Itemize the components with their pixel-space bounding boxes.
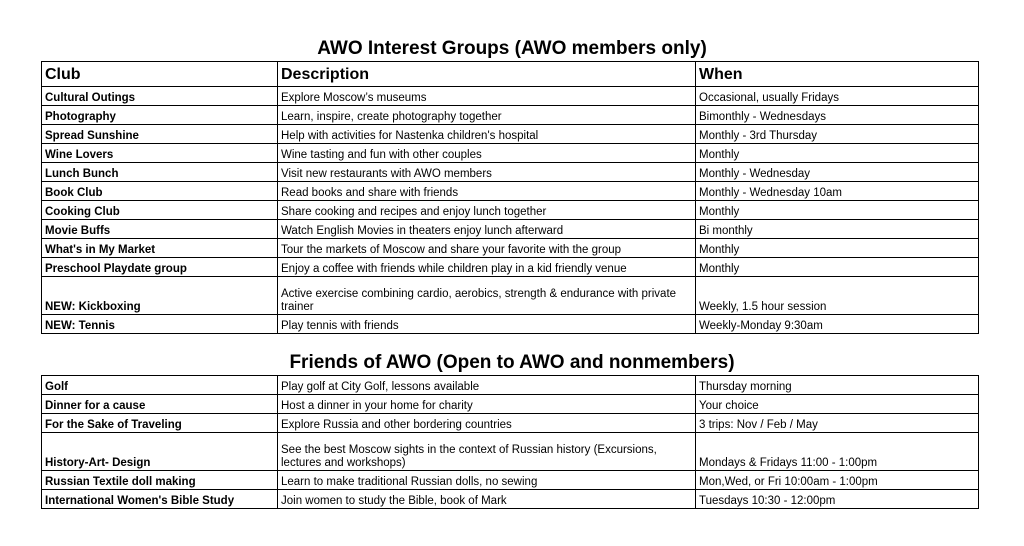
column-header-when: When: [696, 62, 979, 87]
description-cell: See the best Moscow sights in the context of Russian history (Excursions, lectures and workshops): [278, 433, 696, 471]
when-cell: Monthly - Wednesday: [696, 163, 979, 182]
friends-of-awo-table: [41, 375, 979, 509]
table-row: [42, 471, 979, 490]
section-title-interest-groups: AWO Interest Groups (AWO members only): [317, 38, 707, 59]
club-cell: Lunch Bunch: [42, 163, 278, 182]
club-cell: Cooking Club: [42, 201, 278, 220]
column-header-club: Club: [42, 62, 278, 87]
club-cell: Book Club: [42, 182, 278, 201]
table-row: [42, 395, 979, 414]
description-cell: Host a dinner in your home for charity: [278, 395, 696, 414]
description-cell: Share cooking and recipes and enjoy lunch together: [278, 201, 696, 220]
table-row: [42, 239, 979, 258]
description-cell: Tour the markets of Moscow and share your favorite with the group: [278, 239, 696, 258]
description-cell: Wine tasting and fun with other couples: [278, 144, 696, 163]
table-row: [42, 125, 979, 144]
interest-groups-table: [41, 61, 979, 334]
club-cell: For the Sake of Traveling: [42, 414, 278, 433]
table-row: [42, 277, 979, 315]
club-cell: Cultural Outings: [42, 87, 278, 106]
when-cell: Monthly: [696, 258, 979, 277]
table-row: [42, 106, 979, 125]
description-cell: Play tennis with friends: [278, 315, 696, 334]
when-cell: Tuesdays 10:30 - 12:00pm: [696, 490, 979, 509]
table-row: [42, 163, 979, 182]
table-row: [42, 87, 979, 106]
club-cell: Russian Textile doll making: [42, 471, 278, 490]
description-cell: Learn, inspire, create photography together: [278, 106, 696, 125]
description-cell: Explore Moscow’s museums: [278, 87, 696, 106]
description-cell: Read books and share with friends: [278, 182, 696, 201]
section-title-friends-of-awo: Friends of AWO (Open to AWO and nonmembers): [289, 352, 735, 373]
table-row: [42, 315, 979, 334]
when-cell: Monthly - 3rd Thursday: [696, 125, 979, 144]
when-cell: Mondays & Fridays 11:00 - 1:00pm: [696, 433, 979, 471]
table-row: [42, 414, 979, 433]
table-row: [42, 182, 979, 201]
table-row: [42, 201, 979, 220]
club-cell: Preschool Playdate group: [42, 258, 278, 277]
when-cell: Mon,Wed, or Fri 10:00am - 1:00pm: [696, 471, 979, 490]
club-cell: Photography: [42, 106, 278, 125]
when-cell: Weekly-Monday 9:30am: [696, 315, 979, 334]
club-cell: Golf: [42, 376, 278, 395]
when-cell: Bi monthly: [696, 220, 979, 239]
when-cell: Monthly: [696, 201, 979, 220]
description-cell: Explore Russia and other bordering countries: [278, 414, 696, 433]
description-cell: Learn to make traditional Russian dolls, no sewing: [278, 471, 696, 490]
description-cell: Help with activities for Nastenka children's hospital: [278, 125, 696, 144]
when-cell: Weekly, 1.5 hour session: [696, 277, 979, 315]
club-cell: Spread Sunshine: [42, 125, 278, 144]
club-cell: What's in My Market: [42, 239, 278, 258]
description-cell: Join women to study the Bible, book of Mark: [278, 490, 696, 509]
description-cell: Enjoy a coffee with friends while children play in a kid friendly venue: [278, 258, 696, 277]
club-cell: Wine Lovers: [42, 144, 278, 163]
when-cell: Bimonthly - Wednesdays: [696, 106, 979, 125]
when-cell: 3 trips: Nov / Feb / May: [696, 414, 979, 433]
club-cell: Movie Buffs: [42, 220, 278, 239]
table-row: [42, 220, 979, 239]
table-row: [42, 490, 979, 509]
when-cell: Your choice: [696, 395, 979, 414]
table-row: [42, 433, 979, 471]
club-cell: History-Art- Design: [42, 433, 278, 471]
description-cell: Visit new restaurants with AWO members: [278, 163, 696, 182]
club-cell: International Women's Bible Study: [42, 490, 278, 509]
table-row: [42, 258, 979, 277]
when-cell: Thursday morning: [696, 376, 979, 395]
club-cell: NEW: Tennis: [42, 315, 278, 334]
when-cell: Monthly: [696, 239, 979, 258]
description-cell: Watch English Movies in theaters enjoy lunch afterward: [278, 220, 696, 239]
when-cell: Occasional, usually Fridays: [696, 87, 979, 106]
column-header-description: Description: [278, 62, 696, 87]
table-row: [42, 144, 979, 163]
when-cell: Monthly: [696, 144, 979, 163]
table-row: [42, 376, 979, 395]
table-header-row: [42, 62, 979, 87]
when-cell: Monthly - Wednesday 10am: [696, 182, 979, 201]
description-cell: Play golf at City Golf, lessons available: [278, 376, 696, 395]
club-cell: NEW: Kickboxing: [42, 277, 278, 315]
description-cell: Active exercise combining cardio, aerobics, strength & endurance with private trainer: [278, 277, 696, 315]
club-cell: Dinner for a cause: [42, 395, 278, 414]
